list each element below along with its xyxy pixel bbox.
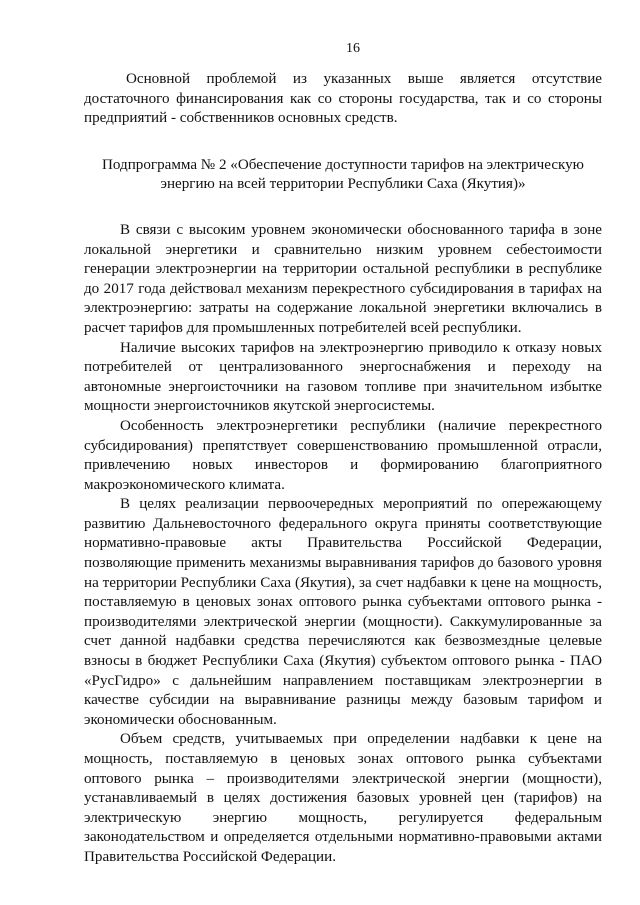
body-paragraph-2: Наличие высоких тарифов на электроэнергию приводило к отказу новых потребителей от централизованного энергоснабжения и переходу на автономные энергоисточники на газовом топливе при значительном избытке мощности энергоисточников якутской энергосистемы. xyxy=(84,339,602,415)
body-paragraph-3: Особенность электроэнергетики республики (наличие перекрестного субсидирования) препятствует совершенствованию промышленной отрасли, привлечению новых инвесторов и формированию благоприятного макроэкономического климата. xyxy=(84,417,602,493)
intro-paragraph: Основной проблемой из указанных выше является отсутствие достаточного финансирования как со стороны государства, так и со стороны предприятий - собственников основных средств. xyxy=(84,71,602,127)
page-number: 16 xyxy=(346,41,360,56)
body-paragraph-5: Объем средств, учитываемых при определении надбавки к цене на мощность, поставляемую в ценовых зонах оптового рынка субъектами оптового рынка – производителями электрической энергии (мощности), устанавливаемый в целях достижения базовых уровней цен (тарифов) на электрическую энергию мощность, регулируется федеральным законодательством и определяется отдельными нормативно-правовыми актами Правительства Российской Федерации. xyxy=(84,731,602,865)
body-paragraph-1: В связи с высоким уровнем экономически обоснованного тарифа в зоне локальной энергетики и сравнительно низким уровнем себестоимости генерации электроэнергии на территории остальной республики в республике до 2017 года действовал механизм перекрестного субсидирования в тарифах на электроэнергию: затраты на содержание локальной энергетики включались в расчет тарифов для промышленных потребителей всей республики. xyxy=(84,221,602,336)
subprogram-heading: Подпрограмма № 2 «Обеспечение доступности тарифов на электрическую энергию на всей территории Республики Саха (Якутия)» xyxy=(102,156,584,193)
body-paragraph-4: В целях реализации первоочередных мероприятий по опережающему развитию Дальневосточного федерального округа приняты соответствующие нормативно-правовые акты Правительства Российской Федерации, позволяющие применить механизмы выравнивания тарифов до базового уровня на территории Республики Саха (Якутия), за счет надбавки к цене на мощность, поставляемую в ценовых зонах оптового рынка субъектами оптового рынка - производителями электрической энергии (мощности). Саккумулированные за счет данной надбавки средства перечисляются как безвозмездные целевые взносы в бюджет Республики Саха (Якутия) субъектом оптового рынка - ПАО «РусГидро» с дальнейшим направлением поставщикам электроэнергии в качестве субсидии на выравнивание разницы между базовым тарифом и экономически обоснованным. xyxy=(84,496,602,728)
